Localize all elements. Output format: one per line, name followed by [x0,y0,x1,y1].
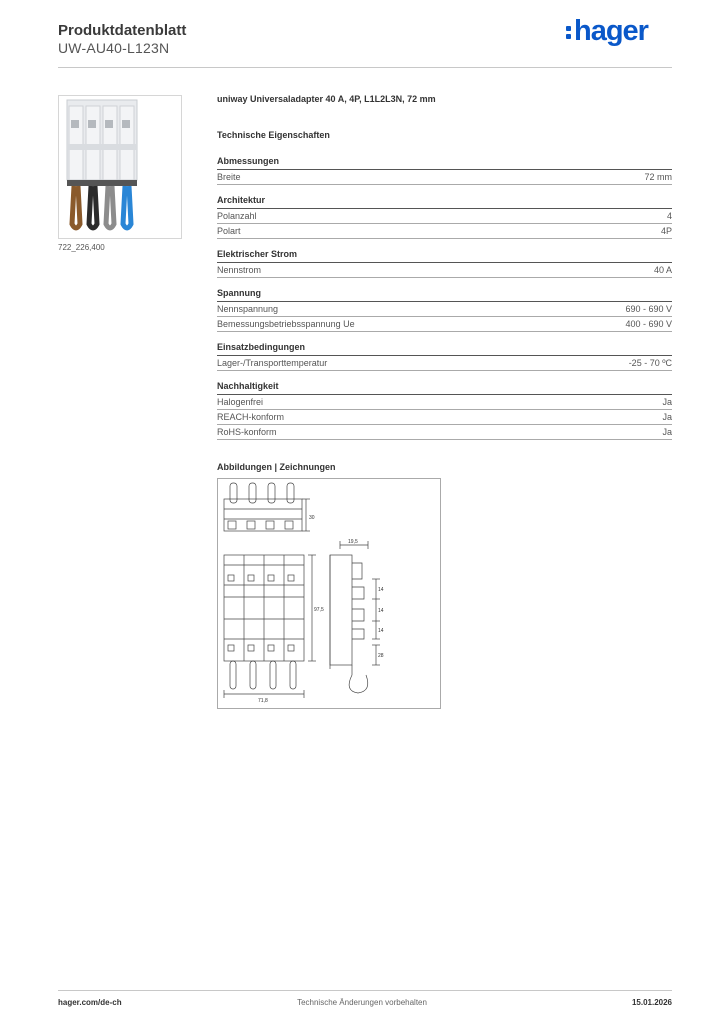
property-row [217,395,672,410]
property-label: Lager-/Transporttemperatur [217,358,328,368]
property-row [217,356,672,371]
property-value: 400 - 690 V [625,319,672,329]
property-value: 4 [666,211,672,221]
property-value: 4P [660,226,672,236]
main-content [217,94,672,472]
page-title: Produktdatenblatt [58,22,187,39]
property-row [217,302,672,317]
property-group-conditions [217,342,672,371]
product-photo-illustration [59,96,181,238]
hager-logo [566,15,648,48]
dim-label: 71,8 [258,698,268,704]
property-label: Nennspannung [217,304,279,314]
property-label: Breite [217,172,241,182]
property-label: Polanzahl [217,211,257,221]
group-title: Architektur [217,195,266,205]
drawings-title: Abbildungen | Zeichnungen [217,462,336,472]
property-label: Bemessungsbetriebsspannung Ue [217,319,355,329]
group-title: Einsatzbedingungen [217,342,306,352]
property-value: Ja [662,412,672,422]
dim-label: 14 [378,608,384,614]
group-title: Abmessungen [217,156,280,166]
logo-text: hager [574,15,648,47]
property-row [217,410,672,425]
property-row [217,263,672,278]
property-value: -25 - 70 ºC [628,358,672,368]
property-label: Polart [217,226,241,236]
property-group-voltage [217,288,672,332]
property-group-architecture [217,195,672,239]
dim-label: 14 [378,628,384,634]
product-photo [58,95,182,239]
property-group-sustainability [217,381,672,440]
property-value: 690 - 690 V [625,304,672,314]
property-label: RoHS-konform [217,427,277,437]
dim-label: 28 [378,653,384,659]
property-row [217,317,672,332]
dim-label: 97,5 [314,607,324,613]
group-title: Nachhaltigkeit [217,381,279,391]
logo-colon-mark [566,21,572,41]
group-title: Elektrischer Strom [217,249,298,259]
product-code: UW-AU40-L123N [58,40,170,56]
property-value: 40 A [653,265,672,275]
group-title: Spannung [217,288,261,298]
dim-label: 19,5 [348,539,358,545]
property-label: Halogenfrei [217,397,264,407]
footer-date: 15.01.2026 [631,998,672,1007]
property-row [217,170,672,185]
technical-drawing [217,478,441,709]
product-description: uniway Universaladapter 40 A, 4P, L1L2L3N, 72 mm [217,94,436,104]
property-value: Ja [662,397,672,407]
property-value: Ja [662,427,672,437]
footer-divider [58,990,672,991]
dim-label: 30 [309,515,315,521]
technical-drawing-svg [218,479,440,708]
property-group-dimensions [217,156,672,185]
section-title: Technische Eigenschaften [217,130,330,140]
footer-notice: Technische Änderungen vorbehalten [297,998,427,1007]
property-row [217,224,672,239]
property-row [217,425,672,440]
property-label: REACH-konform [217,412,285,422]
dim-label: 14 [378,587,384,593]
property-row [217,209,672,224]
property-value: 72 mm [644,172,672,182]
footer-website-link[interactable]: hager.com/de-ch [58,998,122,1007]
photo-caption: 722_226,400 [58,243,105,252]
property-label: Nennstrom [217,265,262,275]
property-group-current [217,249,672,278]
header-divider [58,67,672,68]
